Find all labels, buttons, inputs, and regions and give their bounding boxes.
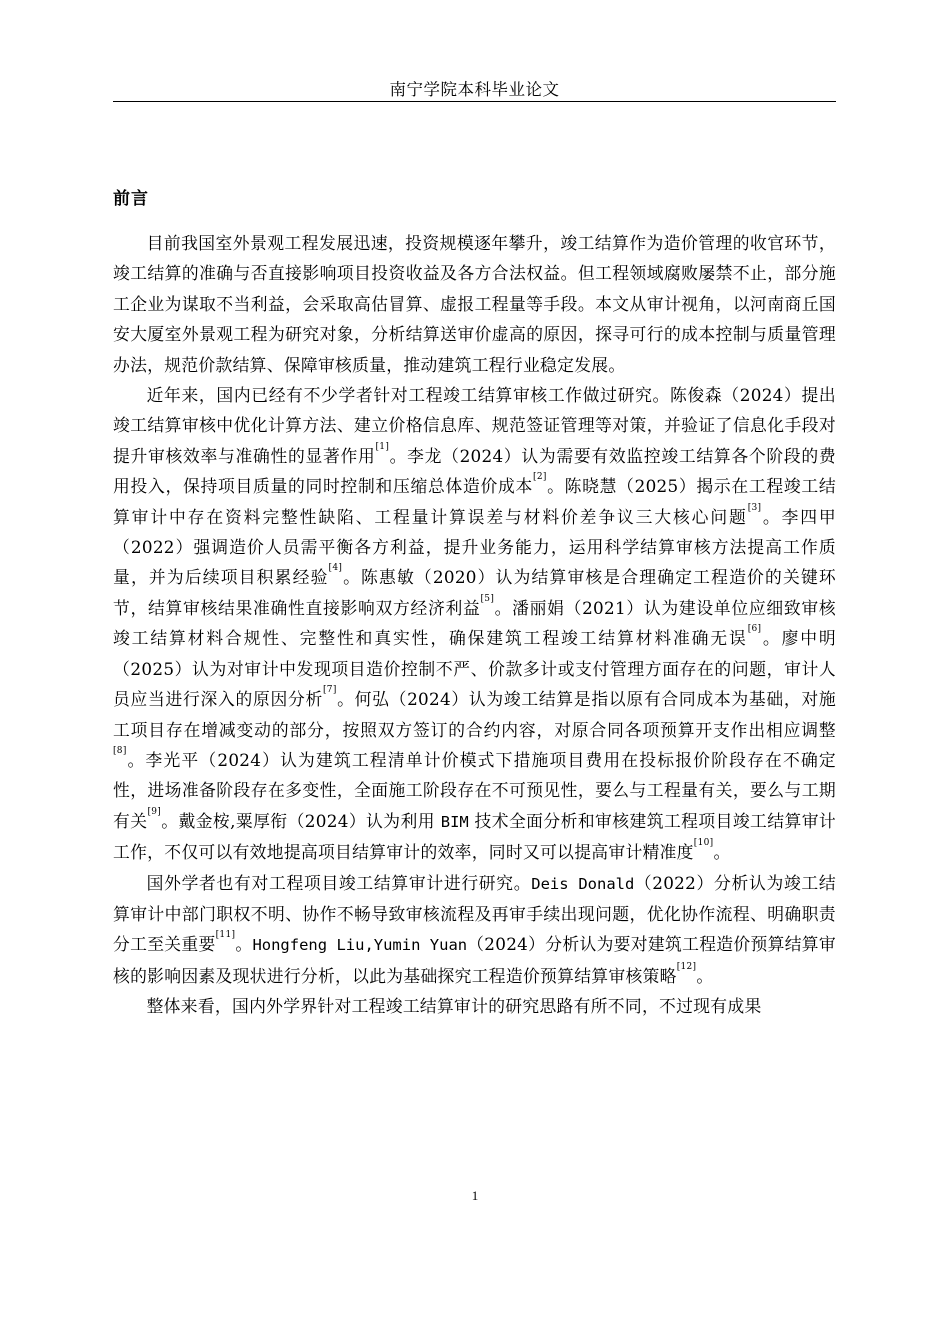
text-run: 。李四甲（2022）强调造价人员需平衡各方利益，提升业务能力，运用科学结算审核方法提高工作质量，并为后续项目积累经验 — [113, 506, 837, 588]
text-run: 。廖中明（2025）认为对审计中发现项目造价控制不严、价款多计或支付管理方面存在的问题，审计人员应当进行深入的原因分析 — [113, 628, 837, 710]
latin-term: Deis Donald — [531, 874, 635, 893]
citation-marker: [3] — [747, 502, 762, 513]
text-run: （2022）分析认为竣工结算审计中部门职权不明、协作不畅导致审核流程及再审手续出现问题，优化协作流程、明确职责分工至关重要 — [113, 872, 837, 955]
page-header: 南宁学院本科毕业论文 — [389, 80, 560, 99]
text-run: 整体来看，国内外学界针对工程竣工结算审计的研究思路有所不同，不过现有成果 — [146, 996, 762, 1017]
text-run: 。 — [713, 842, 731, 863]
citation-marker: [2] — [533, 472, 547, 483]
text-run: （2024）分析认为要对建筑工程造价预算结算审核的影响因素及现状进行分析，以此为基础探究工程造价预算结算审核策略 — [113, 934, 836, 986]
body-text — [113, 228, 836, 1022]
latin-term: Hongfeng Liu,Yumin Yuan — [252, 936, 468, 955]
section-heading: 前言 — [113, 189, 149, 209]
header-rule — [113, 101, 836, 102]
citation-marker: [1] — [375, 441, 390, 452]
citation-marker: [9] — [147, 806, 162, 817]
text-run: 。陈惠敏（2020）认为结算审核是合理确定工程造价的关键环节，结算审核结果准确性直接影响双方经济利益 — [113, 567, 836, 618]
citation-marker: [6] — [747, 624, 762, 635]
citation-marker: [11] — [215, 930, 236, 941]
paragraph — [113, 868, 836, 992]
paragraph — [113, 380, 836, 868]
citation-marker: [5] — [480, 593, 495, 604]
citation-marker: [7] — [323, 685, 337, 696]
text-run: 国外学者也有对工程项目竣工结算审计进行研究。 — [146, 872, 532, 893]
text-run: 。李龙（2024）认为需要有效监控竣工结算各个阶段的费用投入，保持项目质量的同时控制和压缩总体造价成本 — [113, 445, 836, 497]
text-run: 技术全面分析和审核建筑工程项目竣工结算审计工作，不仅可以有效地提高项目结算审计的效率，同时又可以提高审计精准度 — [113, 810, 837, 863]
text-run: 。潘丽娟（2021）认为建设单位应细致审核竣工结算材料合规性、完整性和真实性，确保建筑工程竣工结算材料准确无误 — [113, 597, 836, 649]
text-run: 近年来，国内已经有不少学者针对工程竣工结算审核工作做过研究。陈俊森（2024）提出竣工结算审核中优化计算方法、建立价格信息库、规范签证管理等对策，并验证了信息化手段对提升审核效率与准确性的显著作用 — [113, 385, 836, 466]
citation-marker: [4] — [328, 563, 343, 574]
text-run: 目前我国室外景观工程发展迅速，投资规模逐年攀升，竣工结算作为造价管理的收官环节，竣工结算的准确与否直接影响项目投资收益及各方合法权益。但工程领域腐败屡禁不止，部分施工企业为谋取不当利益，会采取高估冒算、虚报工程量等手段。本文从审计视角，以河南商丘国安大厦室外景观工程为研究对象，分析结算送审价虚高的原因，探寻可行的成本控制与质量管理办法，规范价款结算、保障审核质量，推动建筑工程行业稳定发展。 — [113, 233, 836, 375]
citation-marker: [8] — [113, 745, 127, 756]
paragraph — [113, 991, 836, 1021]
text-run: 。陈晓慧（2025）揭示在工程竣工结算审计中存在资料完整性缺陷、工程量计算误差与材料价差争议三大核心问题 — [113, 476, 837, 527]
text-run: 。戴金桉,粟厚衔（2024）认为利用 — [161, 810, 441, 831]
text-run: 。李光平（2024）认为建筑工程清单计价模式下措施项目费用在投标报价阶段存在不确定性，进场准备阶段存在多变性，全面施工阶段存在不可预见性，要么与工程量有关，要么与工期有关 — [113, 749, 836, 831]
citation-marker: [10] — [693, 838, 714, 849]
text-run: 。何弘（2024）认为竣工结算是指以原有合同成本为基础，对施工项目存在增减变动的部分，按照双方签订的合约内容，对原合同各项预算开支作出相应调整 — [113, 689, 836, 740]
latin-term: BIM — [440, 812, 469, 831]
citation-marker: [12] — [676, 961, 697, 972]
page-number: 1 — [471, 1188, 479, 1203]
paragraph — [113, 228, 836, 380]
text-run: 。 — [696, 965, 714, 986]
text-run: 。 — [235, 934, 253, 955]
